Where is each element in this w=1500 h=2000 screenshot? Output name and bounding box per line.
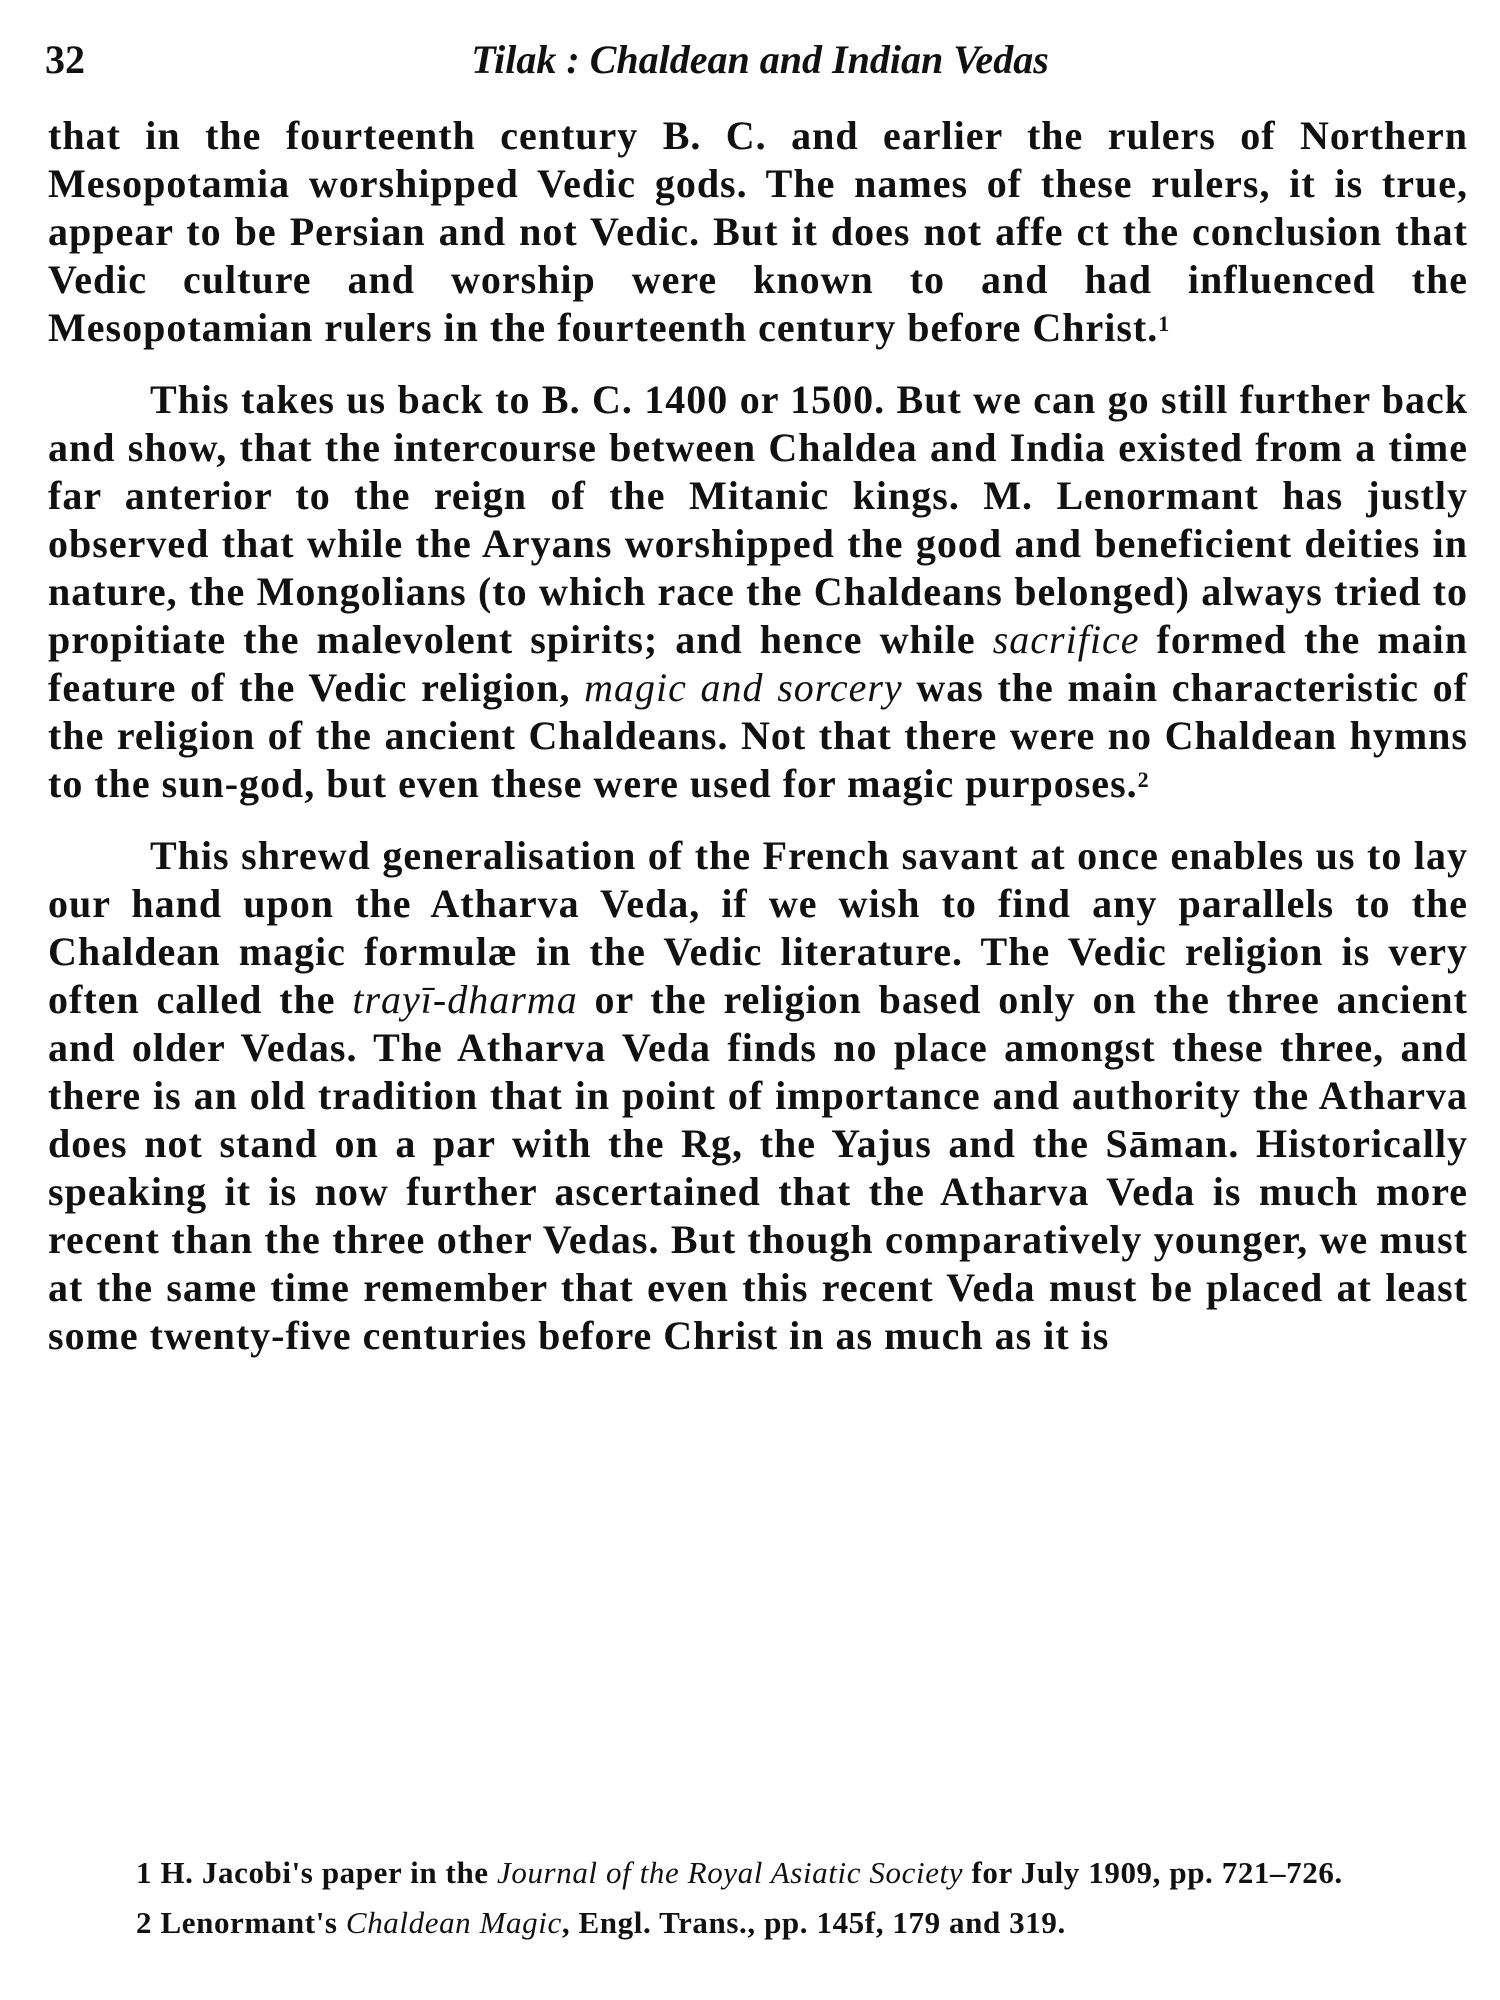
paragraph-3-text-a: This shrewd generalisation of the French savant at once enables us to lay our hand upon the Atharva Veda, if we wish to find any parallels to the Chaldean magic formulæ in the Vedic literature. The Vedic religion is very often called the — [48, 833, 1468, 1022]
page-number: 32 — [45, 37, 85, 82]
paragraph-2-text-c: was the main characteristic of the religion of the ancient Chaldeans. Not that there were no Chaldean hymns to the sun-god, but even these were used for magic purposes. — [48, 665, 1468, 806]
paragraph-1-text: that in the fourteenth century B. C. and earlier the rulers of Northern Mesopotamia worshipped Vedic gods. The names of these rulers, it is true, appear to be Persian and not Vedic. But it does not affe ct the conclusion that Vedic culture and worship were known to and had influenced the Mesopotamian rulers in the fourteenth century before Christ. — [48, 113, 1468, 350]
page-header — [45, 30, 1475, 90]
footnote-2-text-b: , Engl. Trans., pp. 145f, 179 and 319. — [561, 1905, 1066, 1940]
paragraph-2-text-b: formed the main feature of the Vedic religion, — [48, 617, 1468, 710]
paragraph-3-italic-trayi-dharma: trayī-dharma — [352, 977, 578, 1022]
footnote-ref-1: 1 — [1158, 311, 1171, 336]
footnote-ref-2: 2 — [1137, 767, 1150, 792]
paragraph-3 — [48, 832, 1468, 1360]
paragraph-2-italic-sacrifice: sacrifice — [992, 617, 1140, 662]
footnote-1-number: 1 — [136, 1855, 153, 1890]
body-text — [48, 112, 1468, 1360]
footnotes — [48, 1850, 1468, 1946]
paragraph-2 — [48, 376, 1468, 808]
footnote-1-text-a: H. Jacobi's paper in the — [160, 1855, 497, 1890]
footnote-1 — [48, 1850, 1468, 1896]
footnote-2 — [48, 1900, 1468, 1946]
paragraph-2-text-a: This takes us back to B. C. 1400 or 1500. But we can go still further back and show, that the intercourse between Chaldea and India existed from a time far anterior to the reign of the Mitanic kings. M. Lenormant has justly observed that while the Aryans worshipped the good and beneficient deities in nature, the Mongolians (to which race the Chaldeans belonged) always tried to propitiate the malevolent spirits; and hence while — [48, 377, 1468, 662]
footnote-2-text-a: Lenormant's — [160, 1905, 346, 1940]
footnote-1-italic: Journal of the Royal Asiatic Society — [497, 1855, 964, 1890]
paragraph-2-italic-magic: magic and sorcery — [584, 665, 903, 710]
paragraph-3-text-b: or the religion based only on the three ancient and older Vedas. The Atharva Veda finds no place amongst these three, and there is an old tradition that in point of importance and authority the Atharva does not stand on a par with the Rg, the Yajus and the Sāman. Historically speaking it is now further ascertained that the Atharva Veda is much more recent than the three other Vedas. But though comparatively younger, we must at the same time remember that even this recent Veda must be placed at least some twenty-five centuries before Christ in as much as it is — [48, 977, 1468, 1358]
paragraph-1 — [48, 112, 1468, 352]
footnote-2-number: 2 — [136, 1905, 153, 1940]
running-title: Tilak : Chaldean and Indian Vedas — [471, 37, 1049, 82]
footnote-2-italic: Chaldean Magic — [345, 1905, 562, 1940]
footnote-1-text-b: for July 1909, pp. 721–726. — [963, 1855, 1343, 1890]
